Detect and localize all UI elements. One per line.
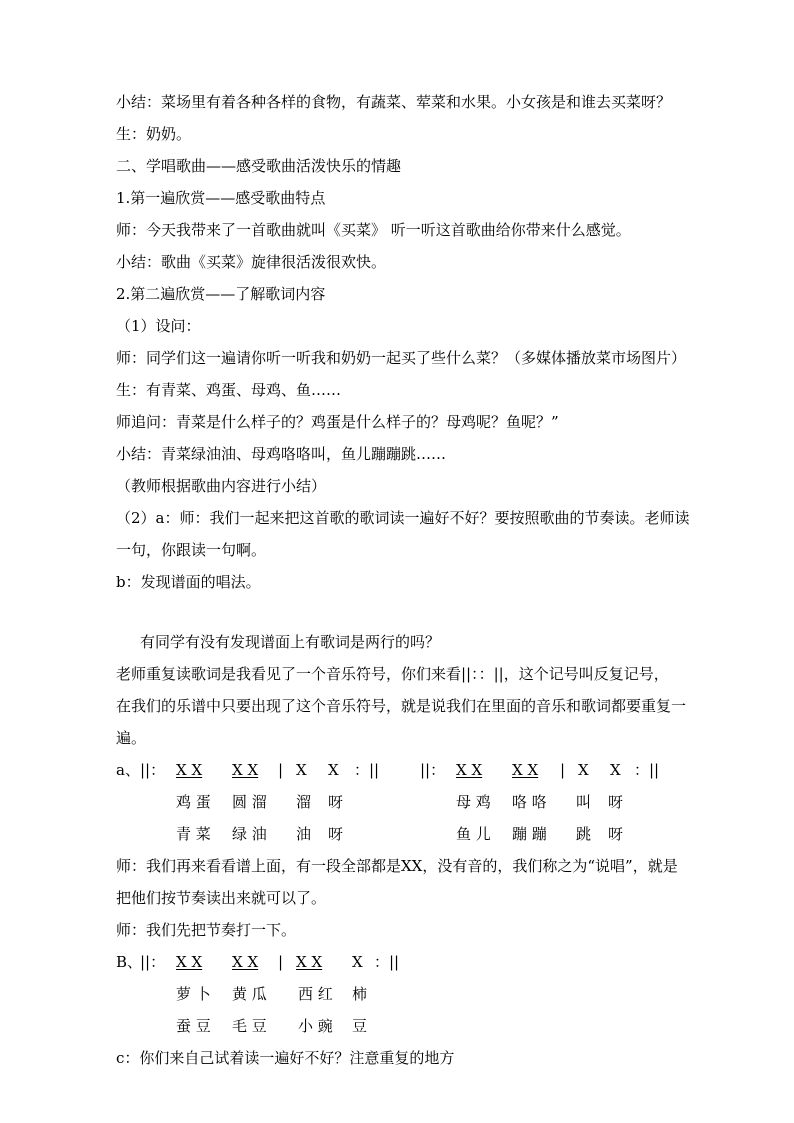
lyric-syllables: 蹦 蹦 [512, 825, 547, 843]
rhythm-note: X [578, 761, 589, 779]
paragraph-read-lyrics: （2）a：师：我们一起来把这首歌的歌词读一遍好不好？要按照歌曲的节奏读。老师读 [116, 509, 690, 527]
paragraph-self-read: c：你们来自己试着读一遍好不好？注意重复的地方 [116, 1049, 455, 1067]
rhythm-note: X X [456, 761, 483, 779]
rhythm-note: X X [232, 761, 259, 779]
paragraph-repeat-sign: 老师重复读歌词是我看见了一个音乐符号，你们来看||：：||，这个记号叫反复记号， [116, 665, 669, 683]
paragraph-summary-melody: 小结：歌曲《买菜》旋律很活泼很欢快。 [116, 253, 387, 271]
paragraph-read-lyrics-cont: 一句，你跟读一句啊。 [116, 541, 267, 559]
lyric-syllables: 蚕 豆 [176, 1017, 211, 1035]
lyric-syllables: 柿 [352, 985, 368, 1003]
notation-a-label: a、 [116, 761, 140, 779]
paragraph-student-list: 生：有青菜、鸡蛋、母鸡、鱼…… [116, 381, 342, 399]
rhythm-note: X [352, 953, 363, 971]
repeat-start-sign: ||： [140, 761, 166, 779]
lyric-syllables: 青 菜 [176, 825, 211, 843]
lyric-syllables: 圆 溜 [232, 793, 267, 811]
repeat-start-sign: ||： [420, 761, 446, 779]
repeat-end-sign: ：|| [634, 761, 660, 779]
subheading-first-listen: 1.第一遍欣赏——感受歌曲特点 [116, 189, 326, 207]
lyric-syllables: 西 红 [298, 985, 333, 1003]
rhythm-note: X X [512, 761, 539, 779]
lyric-syllables: 呀 [608, 793, 624, 811]
lyric-syllables: 呀 [328, 793, 344, 811]
paragraph-teacher-note: （教师根据歌曲内容进行小结） [116, 477, 327, 495]
notation-b-label: B、 [116, 953, 143, 971]
rhythm-note: X X [232, 953, 259, 971]
bar-line: | [278, 953, 284, 971]
lyric-syllables: 跳 [576, 825, 592, 843]
paragraph-rap-section: 师：我们再来看看谱上面，有一段全部都是XX，没有音的，我们称之为“说唱”，就是 [116, 857, 678, 875]
rhythm-note: X X [296, 953, 323, 971]
lyric-syllables: 咯 咯 [512, 793, 547, 811]
subheading-second-listen: 2.第二遍欣赏——了解歌词内容 [116, 285, 326, 303]
bar-line: | [560, 761, 566, 779]
lyric-syllables: 溜 [296, 793, 312, 811]
paragraph-teacher-question: 师：同学们这一遍请你听一听我和奶奶一起买了些什么菜？（多媒体播放菜市场图片） [116, 349, 687, 367]
lyric-syllables: 豆 [352, 1017, 368, 1035]
paragraph-student-answer: 生：奶奶。 [116, 125, 192, 143]
paragraph-teacher-intro: 师：今天我带来了一首歌曲就叫《买菜》 听一听这首歌曲给你带来什么感觉。 [116, 221, 631, 239]
lyric-syllables: 呀 [608, 825, 624, 843]
rhythm-note: X X [176, 953, 203, 971]
lyric-syllables: 母 鸡 [456, 793, 491, 811]
paragraph-repeat-sign-end: 遍。 [116, 729, 147, 747]
paragraph-summary-lyrics: 小结：青菜绿油油、母鸡咯咯叫，鱼儿蹦蹦跳…… [116, 445, 447, 463]
lyric-syllables: 小 豌 [298, 1017, 333, 1035]
rhythm-note: X [296, 761, 307, 779]
repeat-start-sign: ||： [140, 953, 166, 971]
bar-line: | [278, 761, 284, 779]
paragraph-teacher-followup: 师追问：青菜是什么样子的？鸡蛋是什么样子的？母鸡呢？鱼呢？” [116, 413, 559, 431]
lyric-syllables: 叫 [576, 793, 592, 811]
lyric-syllables: 呀 [328, 825, 344, 843]
lyric-syllables: 萝 卜 [176, 985, 211, 1003]
paragraph-clap-rhythm: 师：我们先把节奏打一下。 [116, 921, 297, 939]
paragraph-discover-notation: b：发现谱面的唱法。 [116, 573, 261, 591]
lyric-syllables: 鱼 儿 [456, 825, 491, 843]
repeat-end-sign: ：|| [354, 761, 380, 779]
rhythm-note: X X [176, 761, 203, 779]
repeat-end-sign: ：|| [374, 953, 400, 971]
rhythm-note: X [610, 761, 621, 779]
lyric-syllables: 油 [296, 825, 312, 843]
paragraph-two-line-lyrics: 有同学有没有发现谱面上有歌词是两行的吗？ [140, 633, 441, 651]
paragraph-repeat-sign-cont: 在我们的乐谱中只要出现了这个音乐符号，就是说我们在里面的音乐和歌词都要重复一 [116, 697, 687, 715]
lyric-syllables: 鸡 蛋 [176, 793, 211, 811]
lyric-syllables: 绿 油 [232, 825, 267, 843]
lyric-syllables: 毛 豆 [232, 1017, 267, 1035]
paragraph-rap-section-cont: 把他们按节奏读出来就可以了。 [116, 889, 327, 907]
lyric-syllables: 黄 瓜 [232, 985, 267, 1003]
paragraph-question-label: （1）设问： [116, 317, 201, 335]
section-heading-2: 二、学唱歌曲——感受歌曲活泼快乐的情趣 [116, 157, 402, 175]
rhythm-note: X [328, 761, 339, 779]
paragraph-summary-market: 小结：菜场里有着各种各样的食物，有蔬菜、荤菜和水果。小女孩是和谁去买菜呀？ [116, 93, 672, 111]
